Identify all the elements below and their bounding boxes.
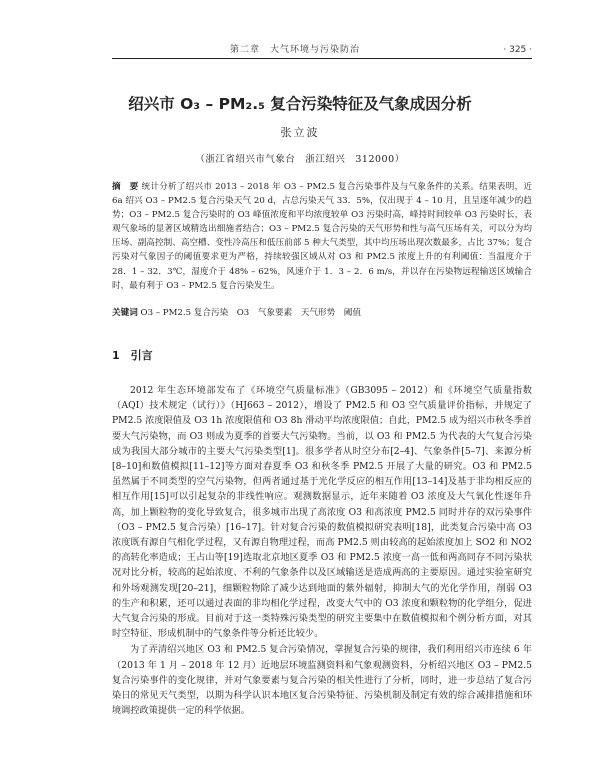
paragraph: 为了弄清绍兴地区 O3 和 PM2.5 复合污染情况，掌握复合污染的规律，我们利用绍兴市连续 6 年（2013 年 1 月 – 2018 年 12 月）近地层环境监测资料和气象观测资料，分析绍兴地区 O3 – PM2.5 复合污染事件的变化规律，并对气象要素与复合污染的相关性进行了分析，同时，进一步总结了复合污染日的常见天气类型，以期为科学认识本地区复合污染特征、污染机制及制定有效的综合减排措施和环境调控政策提供一定的科学依据。 — [112, 644, 532, 717]
abstract-label: 摘 要 — [112, 182, 139, 192]
section-body — [112, 383, 532, 719]
header-rule — [112, 58, 532, 59]
abstract-text: 统计分析了绍兴市 2013 – 2018 年 O3 – PM2.5 复合污染事件及与气象条件的关系。结果表明，近 6a 绍兴 O3 – PM2.5 复合污染天气 20 d，占总污染天气 33．5%，仅出现于 4 – 10 月，且呈逐年减少的趋势；O3 – PM2.5 复合污染时的 O3 峰值浓度和平均浓度较单 O3 污染时高，峰持时间较单 O3 污染时长，表观气象场的显著区域精选出细施者结合；O3 – PM2.5 复合污染的天气形势和性与高气压场有关，可以分为均压场、副高控制、高空槽、变性冷高压和低压前部 5 种大气类型，其中均压场出现次数最多，占比 37%；复合污染对气象因子的阈值要求更为严格，持续较强区域从对 O3 和 PM2.5 浓度上升的有利阈值：当温度介于 28．1 – 32．3℃，湿度介于 48% – 62%，风速介于 1．3 – 2．6 m/s，并以存在污染物远程输送区域输合时，最有利于 O3 – PM2.5 复合污染发生。 — [112, 182, 533, 291]
chapter-title: 第二章 大气环境与污染防治 — [230, 45, 361, 55]
keywords — [112, 306, 532, 320]
abstract — [112, 180, 532, 293]
author: 张立波 — [280, 126, 320, 139]
paragraph: 2012 年生态环境部发布了《环境空气质量标准》（GB3095 – 2012）和《环境空气质量指数（AQI）技术规定（试行）》（HJ663 – 2012），增设了 PM2.5 和 O3 空气质量评价指标，并规定了 PM2.5 浓度限值及 O3 1h 浓度限值和 O3 8h 滑动平均浓度限值；自此，PM2.5 成为绍兴市秋冬季首要大气污染物，而 O3 则成为夏季的首要大气污染物。当前，以 O3 和 PM2.5 为代表的大气复合污染成为我国大部分城市的主要大气污染类型[1]。很多学者从时空分布[2–4]、气象条件[5–7]、来源分析[8–10]和数值模拟[11–12]等方面对春夏季 O3 和秋冬季 PM2.5 开展了大量的研究。O3 和 PM2.5 虽然属于不同类型的空气污染物，但两者通过基于光化学反应的相互作用[13–14]及基于非均相反应的相互作用[15]可以引起复杂的非线性响应。观测数据显示，近年来随着 O3 浓度及大气氧化性逐年升高，加上颗粒物的变化导致复合，很多城市出现了高浓度 O3 和高浓度 PM2.5 同时并存的双污染事件（O3 – PM2.5 复合污染）[16–17]。针对复合污染的数值模拟研究表明[18]，此类复合污染中高 O3 浓度既有源自气相化学过程，又有源自物理过程，而高 PM2.5 则由较高的起始浓度加上 SO2 和 NO2 的高转化率造成；王占山等[19]选取北京地区夏季 O3 和 PM2.5 浓度一高一低和两高同存不同污染状况对比分析，较高的起始浓度、不利的气象条件以及区域输送是造成两高的主要原因。通过实验室研究和外场观测发现[20–21]，细颗粒物除了减少达到地面的紫外辐射，抑制大气的光化学作用，削弱 O3 的生产和积累，还可以通过表面的非均相化学过程，改变大气中的 O3 浓度和颗粒物的化学组分，促进大气复合污染的形成。目前对于这一类特殊污染类型的研究主要集中在数值模拟和个例分析方面，对其时空特征、形成机制中的气象条件等分析还比较少。 — [112, 385, 532, 640]
affiliation: （浙江省绍兴市气象台 浙江绍兴 312000） — [195, 154, 405, 165]
keywords-text: O3 – PM2.5 复合污染 O3 气象要素 天气形势 阈值 — [140, 308, 361, 318]
keywords-label: 关键词 — [112, 308, 138, 318]
section-heading: 1 引言 — [112, 349, 153, 362]
running-header — [112, 44, 532, 56]
paper-title: 绍兴市 O₃ – PM₂.₅ 复合污染特征及气象成因分析 — [128, 95, 472, 113]
page-number: · 325 · — [503, 45, 532, 55]
